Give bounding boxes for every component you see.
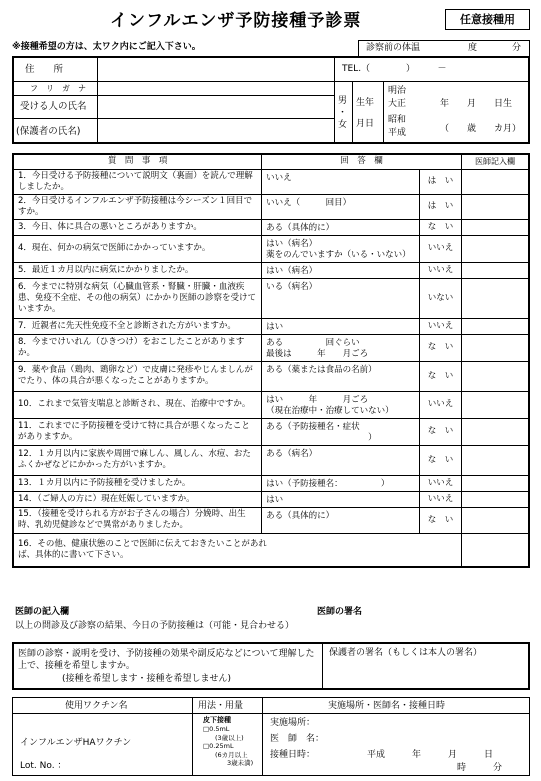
question-text: 2．今日受けるインフルエンザ予防接種は今シーズン１回目ですか。 [13, 194, 262, 219]
doctor-signature-field[interactable] [380, 604, 530, 618]
vaccine-place-header: 実施場所・医師名・接種日時 [328, 701, 446, 711]
birth-label-2: 月日 [356, 119, 375, 129]
vaccine-dose-header: 用法・用量 [198, 701, 244, 711]
answer-option-yes[interactable]: ある（具体的に） [262, 507, 420, 533]
answer-option-yes[interactable]: ある（病名） [262, 445, 420, 475]
furigana-field[interactable] [99, 82, 333, 94]
table-row [13, 219, 529, 235]
vaccine-name: インフルエンザHAワクチン [20, 738, 132, 748]
name-field[interactable] [99, 96, 333, 117]
instruction-text: ※接種希望の方は、太ワク内にご記入下さい。 [12, 42, 201, 52]
table-row [13, 318, 529, 334]
answer-option-no[interactable]: な い [420, 334, 462, 361]
answer-option-yes[interactable]: いいえ（ 回目） [262, 194, 420, 219]
answer-option-no[interactable]: な い [420, 507, 462, 533]
dose-line: □0.25mL [203, 742, 234, 750]
table-row [13, 361, 529, 391]
table-row [13, 262, 529, 278]
name-label: 受ける人の氏名 [20, 101, 87, 112]
table-row [13, 169, 529, 194]
table-row [13, 194, 529, 219]
answer-option-no[interactable]: いいえ [420, 318, 462, 334]
sex-separator: ・ [338, 108, 348, 118]
question-text: 3．今日、体に具合の悪いところがありますか。 [13, 219, 262, 235]
datetime-label: 接種日時： [270, 750, 316, 760]
address-field[interactable] [99, 58, 333, 80]
answer-option-yes[interactable]: はい [262, 491, 420, 507]
doctor-signature-label: 医師の署名 [317, 607, 363, 617]
temperature-label: 診察前の体温 [366, 43, 421, 53]
question-text: 4．現在、何かの病気で医師にかかっていますか。 [13, 235, 262, 262]
doctor-note-cell[interactable] [461, 361, 529, 391]
doctor-note-cell[interactable] [461, 391, 529, 418]
table-row [13, 334, 529, 361]
doctor-note-cell[interactable] [461, 475, 529, 491]
consent-text: 医師の診察・説明を受け、予防接種の効果や副反応などについて理解した上で、接種を希望しますか。 [18, 649, 315, 671]
vaccination-type-badge: 任意接種用 [445, 9, 530, 30]
table-row [13, 475, 529, 491]
page-title: インフルエンザ予防接種予診票 [110, 11, 362, 31]
tel-field[interactable]: TEL.（ ） － [342, 64, 447, 74]
guardian-field[interactable] [99, 119, 333, 143]
datetime-time[interactable]: 時 分 [457, 763, 503, 773]
era-heisei[interactable]: 平成 [388, 128, 407, 138]
doctor-note-cell[interactable] [461, 491, 529, 507]
doctor-note-cell[interactable] [461, 278, 529, 318]
question-text: 7．近親者に先天性免疫不全と診断された方がいますか。 [13, 318, 262, 334]
dose-line: (6カ月以上 [215, 750, 248, 759]
question-header: 質 問 事 項 [13, 154, 262, 169]
answer-option-no[interactable]: は い [420, 169, 462, 194]
place-label: 実施場所： [270, 718, 316, 728]
table-row [13, 507, 529, 533]
answer-option-no[interactable]: いいえ [420, 391, 462, 418]
dose-line: □0.5mL [203, 725, 230, 733]
temperature-unit-minute: 分 [512, 43, 522, 53]
question-text: 14．（ご婦人の方に）現在妊娠していますか。 [13, 491, 262, 507]
answer-option-yes[interactable]: いいえ [262, 169, 420, 194]
datetime-date[interactable]: 平成 年 月 日 [367, 750, 494, 760]
answer-option-no[interactable]: いない [420, 278, 462, 318]
sex-male[interactable]: 男 [338, 96, 348, 106]
vaccinating-doctor-label: 医 師 名： [270, 734, 325, 744]
answer-option-yes[interactable]: ある（具体的に） [262, 219, 420, 235]
question-text: 12．１カ月以内に家族や周囲で麻しん、風しん、水痘、おたふくかぜなどにかかった方がいますか。 [13, 445, 262, 475]
answer-option-yes[interactable]: はい（病名） 薬をのんでいますか（いる・いない） [262, 235, 420, 262]
question-text: 11．これまでに予防接種を受けて特に具合が悪くなったことがありますか。 [13, 418, 262, 445]
question-text: 8．今までけいれん（ひきつけ）をおこしたことがありますか。 [13, 334, 262, 361]
doctor-note-cell[interactable] [461, 262, 529, 278]
doctor-judgement-text: 以上の問診及び診察の結果、今日の予防接種は（可能・見合わせる） [15, 621, 295, 631]
doctor-note-cell[interactable] [461, 219, 529, 235]
lot-number-field[interactable] [75, 758, 190, 773]
answer-option-no[interactable]: いいえ [420, 262, 462, 278]
table-row [13, 235, 529, 262]
doctor-section-label: 医師の記入欄 [15, 607, 70, 617]
table-row [13, 391, 529, 418]
consent-signature-label: 保護者の署名（もしくは本人の署名） [329, 648, 483, 658]
answer-option-no[interactable]: いいえ [420, 491, 462, 507]
consent-choice[interactable]: (接種を希望します・接種を希望しません) [62, 674, 232, 684]
answer-option-no[interactable]: いいえ [420, 475, 462, 491]
age-units: （ 歳 カ月） [440, 124, 522, 134]
vaccinating-doctor-field[interactable] [330, 732, 528, 746]
era-showa[interactable]: 昭和 [388, 115, 407, 125]
doctor-note-cell[interactable] [461, 235, 529, 262]
lot-number-label: Lot. No. ： [20, 761, 67, 771]
birth-label-1: 生年 [356, 98, 375, 108]
answer-option-yes[interactable]: はい（病名） [262, 262, 420, 278]
place-field[interactable] [330, 716, 528, 730]
consent-signature-field[interactable] [324, 662, 528, 688]
answer-header: 回 答 欄 [262, 154, 462, 169]
questionnaire-table [12, 153, 530, 568]
question-text: 9．薬や食品（鶏肉、鶏卵など）で皮膚に発疹やじんましんがでたり、体の具合が悪くなったことがありますか。 [13, 361, 262, 391]
dose-title: 皮下接種 [203, 716, 231, 724]
answer-option-no[interactable]: な い [420, 361, 462, 391]
answer-option-no[interactable]: な い [420, 219, 462, 235]
doctor-note-cell[interactable] [461, 445, 529, 475]
doctor-note-cell[interactable] [461, 169, 529, 194]
doctor-note-cell[interactable] [461, 334, 529, 361]
doctor-note-cell[interactable] [461, 507, 529, 533]
dose-line: 3歳未満) [227, 759, 254, 767]
table-row [13, 445, 529, 475]
furigana-label: フ リ ガ ナ [30, 84, 86, 93]
answer-option-yes[interactable]: ある（予防接種名・症状 ） [262, 418, 420, 445]
question-text: 16．その他、健康状態のことで医師に伝えておきたいことがあれば、具体的に書いて下さい。 [13, 533, 461, 567]
answer-option-yes[interactable]: ある（薬または食品の名前） [262, 361, 420, 391]
doctor-note-cell[interactable] [461, 418, 529, 445]
doctor-note-cell[interactable] [461, 533, 529, 567]
table-row [13, 418, 529, 445]
answer-option-yes[interactable]: はい 年 月ごろ （現在治療中・治療していない） [262, 391, 420, 418]
table-row [13, 278, 529, 318]
address-label: 住 所 [25, 64, 64, 75]
vaccine-name-header: 使用ワクチン名 [65, 701, 128, 711]
doctor-note-cell[interactable] [461, 318, 529, 334]
temperature-unit-degree: 度 [468, 43, 478, 53]
answer-option-no[interactable]: いいえ [420, 235, 462, 262]
era-meiji[interactable]: 明治 [388, 86, 407, 96]
birth-date-units: 年 月 日生 [440, 99, 513, 109]
answer-option-yes[interactable]: はい [262, 318, 420, 334]
answer-option-no[interactable]: は い [420, 194, 462, 219]
table-row [13, 533, 529, 567]
question-text: 10．これまで気管支喘息と診断され、現在、治療中ですか。 [13, 391, 262, 418]
answer-option-yes[interactable]: いる（病名） [262, 278, 420, 318]
question-text: 6．今までに特別な病気（心臓血管系・腎臓・肝臓・血液疾患、免疫不全症、その他の病気）にかかり医師の診察を受けていますか。 [13, 278, 262, 318]
doctor-note-cell[interactable] [461, 194, 529, 219]
answer-option-no[interactable]: な い [420, 418, 462, 445]
table-row [13, 491, 529, 507]
question-text: 13．１カ月以内に予防接種を受けましたか。 [13, 475, 262, 491]
era-taisho[interactable]: 大正 [388, 99, 407, 109]
dose-line: (3歳以上) [215, 733, 244, 742]
dose-options[interactable] [203, 725, 253, 768]
sex-female[interactable]: 女 [338, 120, 348, 130]
guardian-label: (保護者の氏名) [16, 126, 81, 137]
answer-option-yes[interactable]: はい（予防接種名： ） [262, 475, 420, 491]
answer-option-yes[interactable]: ある 回ぐらい 最後は 年 月ごろ [262, 334, 420, 361]
question-text: 1．今日受ける予防接種について説明文（裏面）を読んで理解しましたか。 [13, 169, 262, 194]
question-text: 5．最近１カ月以内に病気にかかりましたか。 [13, 262, 262, 278]
answer-option-no[interactable]: な い [420, 445, 462, 475]
question-text: 15．（接種を受けられる方がお子さんの場合）分娩時、出生時、乳幼児健診などで異常がありましたか。 [13, 507, 262, 533]
doctor-column-header: 医師記入欄 [461, 154, 529, 169]
